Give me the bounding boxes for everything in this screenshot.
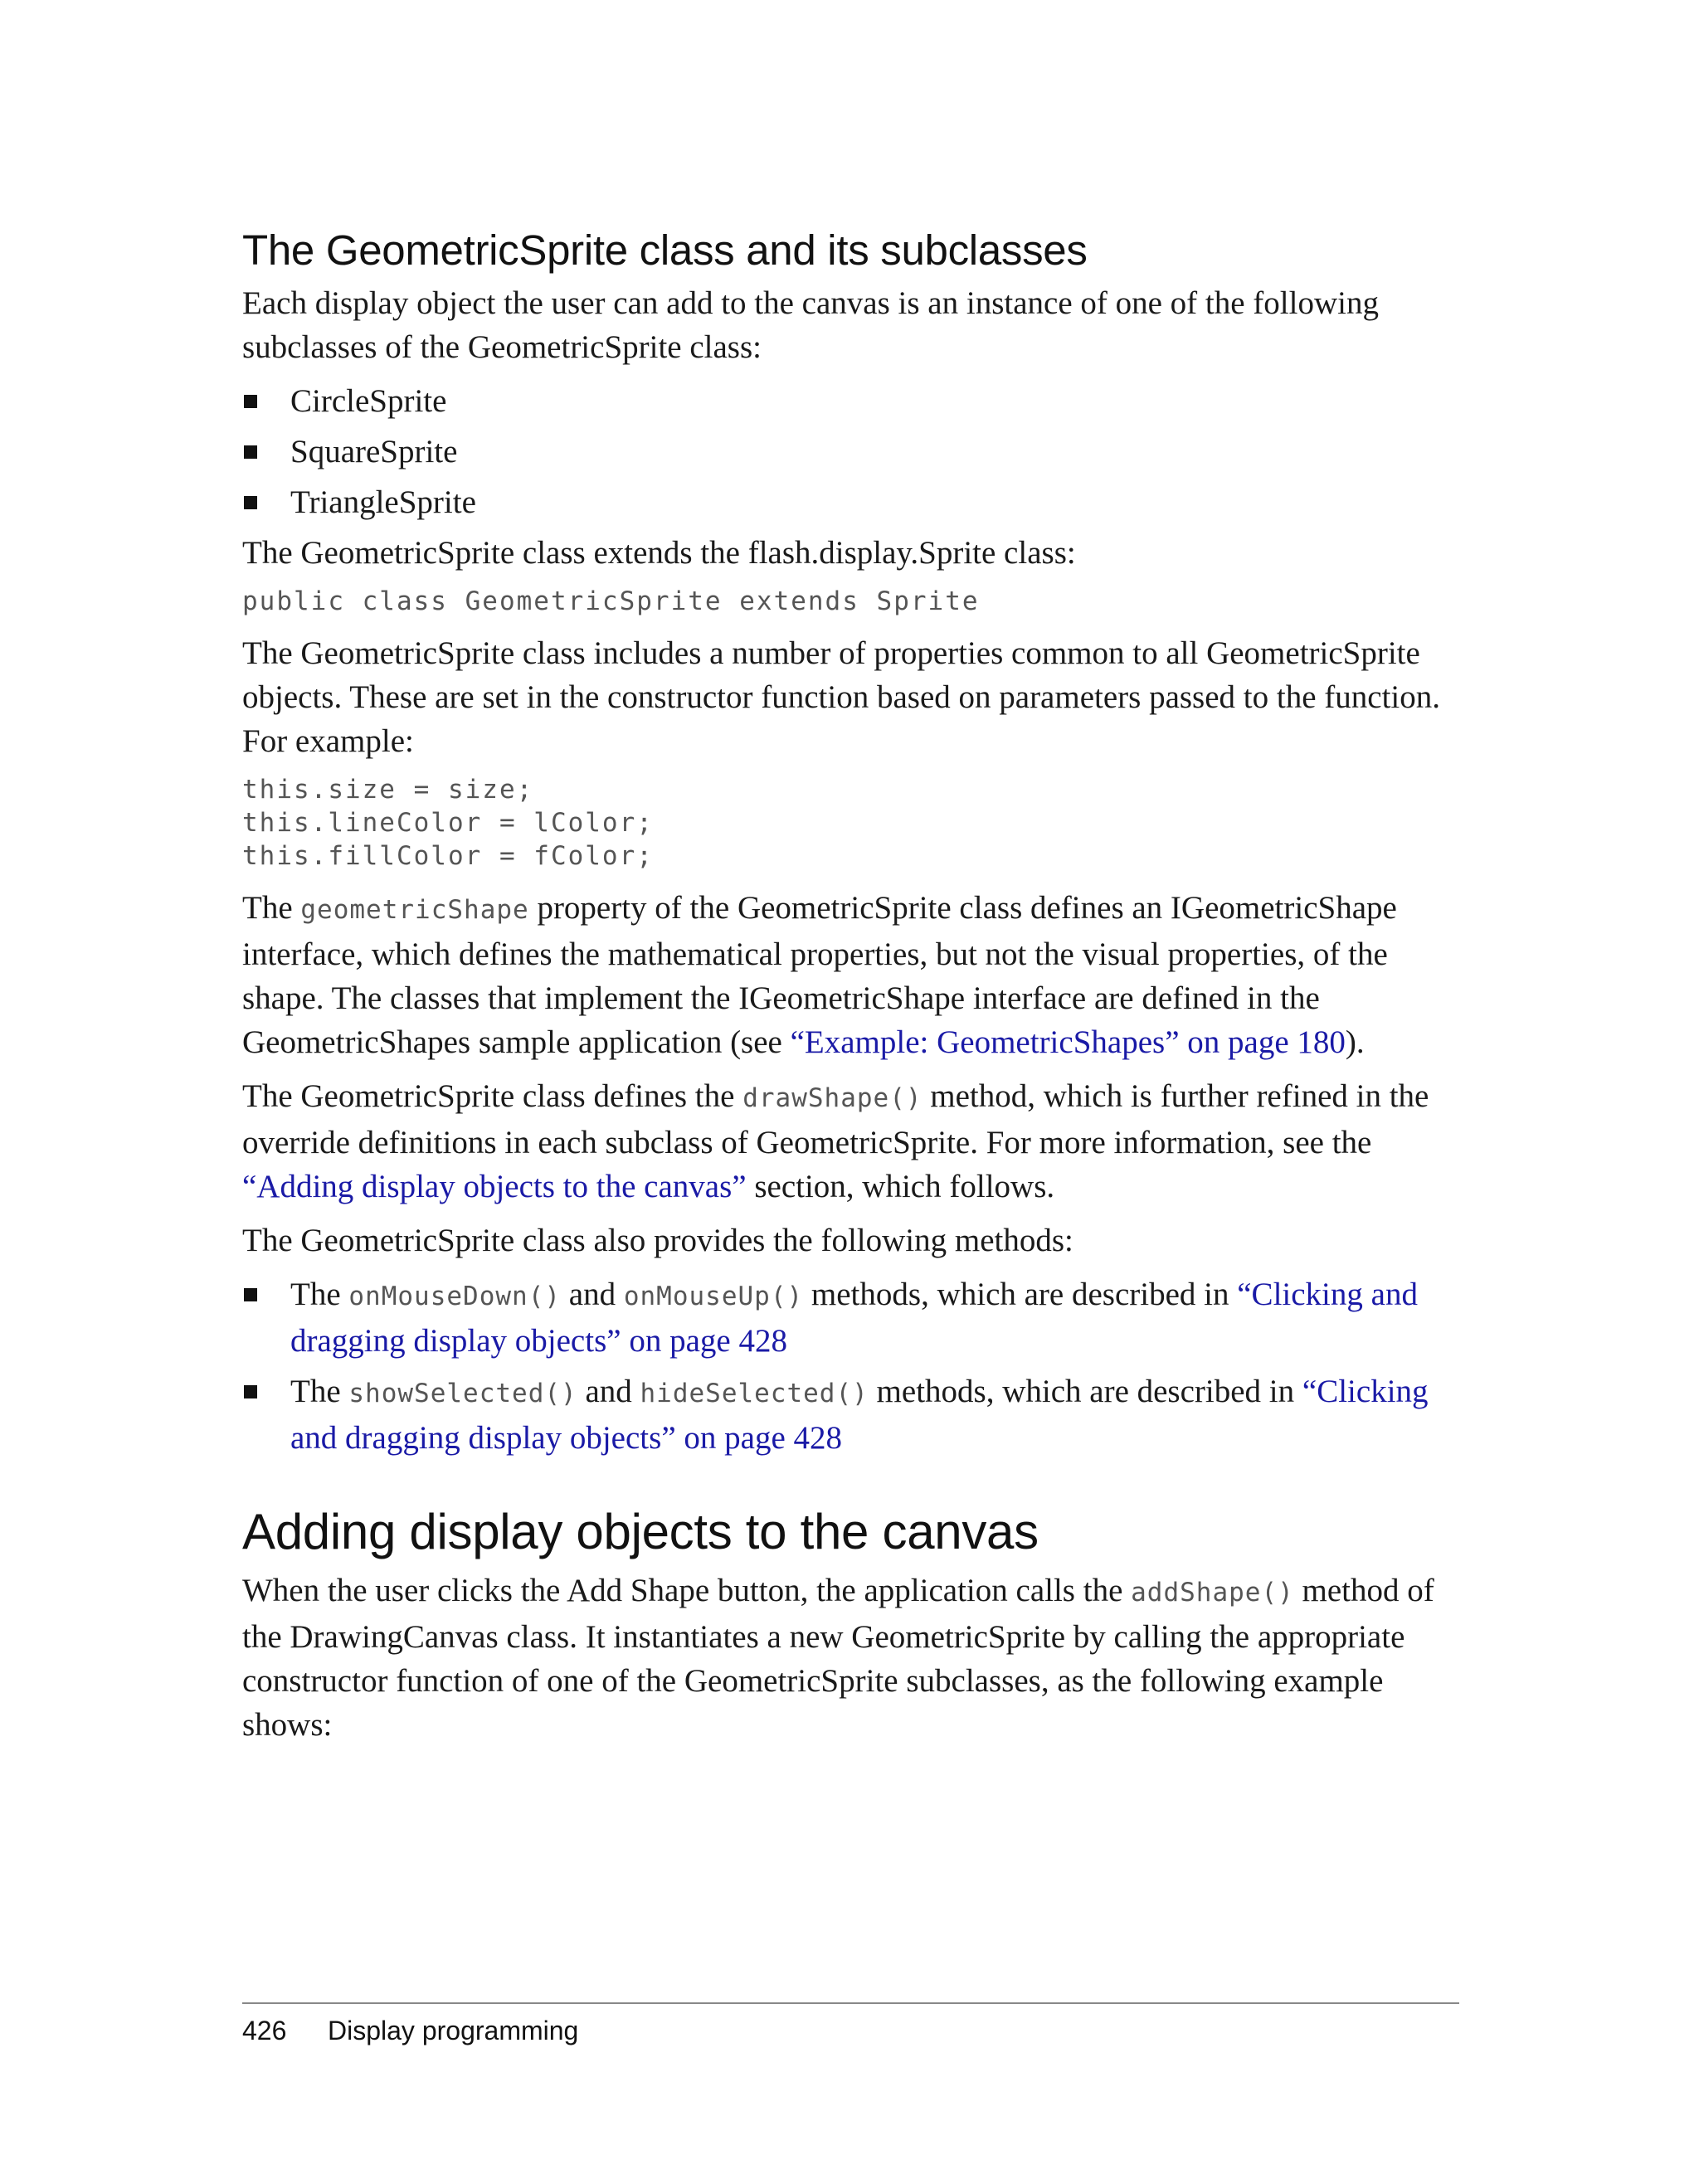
draw-shape-paragraph [242, 1074, 1462, 1209]
geometric-shape-paragraph [242, 886, 1462, 1064]
cross-reference-link[interactable]: “Clicking and dragging display objects” on page 428 [290, 1374, 1429, 1456]
cross-reference-link[interactable]: “Clicking and dragging display objects” on page 428 [290, 1277, 1418, 1359]
cross-reference-link[interactable]: “Adding display objects to the canvas” [242, 1169, 747, 1204]
text-run: and [561, 1277, 624, 1312]
subclass-list [242, 379, 1462, 524]
list-item-text: TriangleSprite [290, 484, 476, 520]
list-item-text: SquareSprite [290, 434, 458, 469]
page-footer [242, 2016, 578, 2046]
page-number: 426 [242, 2016, 287, 2045]
inline-code: addShape() [1131, 1578, 1294, 1608]
inline-code: onMouseDown() [348, 1282, 562, 1311]
subsection-heading: The GeometricSprite class and its subclasses [242, 226, 1088, 274]
section-heading: Adding display objects to the canvas [242, 1504, 1039, 1559]
inline-code: onMouseUp() [623, 1282, 804, 1311]
square-bullet-icon [244, 395, 257, 408]
text-run: The [290, 1374, 349, 1409]
methods-list [242, 1272, 1462, 1460]
list-item-text: CircleSprite [290, 383, 447, 419]
add-shape-paragraph [242, 1569, 1462, 1747]
text-run: The [242, 890, 301, 926]
code-line: this.lineColor = lColor; [242, 808, 654, 838]
text-run: section, which follows. [746, 1169, 1055, 1204]
methods-intro-paragraph: The GeometricSprite class also provides the following methods: [242, 1223, 1073, 1258]
text-run: property of the GeometricSprite class defines an IGeometricShape interface, which defines the mathematical properties, but not the visual properties, of the shape. The classes that implement the IGeometricShape interface are defined in the GeometricShapes sample application (see [242, 890, 1397, 1060]
square-bullet-icon [244, 445, 257, 459]
cross-reference-link[interactable]: “Example: GeometricShapes” on page 180 [790, 1024, 1346, 1060]
list-item [242, 1272, 1462, 1363]
text-run: method of the DrawingCanvas class. It instantiates a new GeometricSprite by calling the appropriate constructor function of one of the GeometricSprite subclasses, as the following example shows: [242, 1573, 1434, 1743]
inline-code: geometricShape [300, 895, 529, 925]
inline-code: showSelected() [348, 1379, 577, 1408]
code-block-extends: public class GeometricSprite extends Sprite [242, 586, 980, 616]
footer-divider [242, 2002, 1459, 2004]
square-bullet-icon [244, 1385, 257, 1398]
square-bullet-icon [244, 1288, 257, 1301]
list-item [242, 480, 1462, 524]
text-run: The GeometricSprite class defines the [242, 1078, 743, 1114]
text-run: and [577, 1374, 640, 1409]
list-item [242, 379, 1462, 423]
extends-paragraph: The GeometricSprite class extends the flash.display.Sprite class: [242, 535, 1076, 571]
chapter-title: Display programming [328, 2016, 579, 2045]
list-item [242, 430, 1462, 474]
list-item [242, 1369, 1462, 1460]
text-run: ). [1345, 1024, 1365, 1060]
text-run: methods, which are described in [868, 1374, 1302, 1409]
square-bullet-icon [244, 496, 257, 509]
text-run: The [290, 1277, 349, 1312]
intro-paragraph: Each display object the user can add to the canvas is an instance of one of the following subclasses of the GeometricSprite class: [242, 285, 1379, 365]
text-run: method, which is further refined in the override definitions in each subclass of GeometricSprite. For more information, see the [242, 1078, 1429, 1160]
code-line: this.fillColor = fColor; [242, 841, 654, 871]
inline-code: drawShape() [742, 1083, 923, 1113]
text-run: methods, which are described in [803, 1277, 1238, 1312]
text-run: When the user clicks the Add Shape button, the application calls the [242, 1573, 1132, 1608]
inline-code: hideSelected() [640, 1379, 869, 1408]
properties-paragraph: The GeometricSprite class includes a number of properties common to all GeometricSprite objects. These are set in the constructor function based on parameters passed to the function. For example: [242, 635, 1440, 759]
code-line: this.size = size; [242, 775, 534, 805]
page-content [242, 226, 1462, 1757]
code-block-properties [242, 773, 1462, 873]
